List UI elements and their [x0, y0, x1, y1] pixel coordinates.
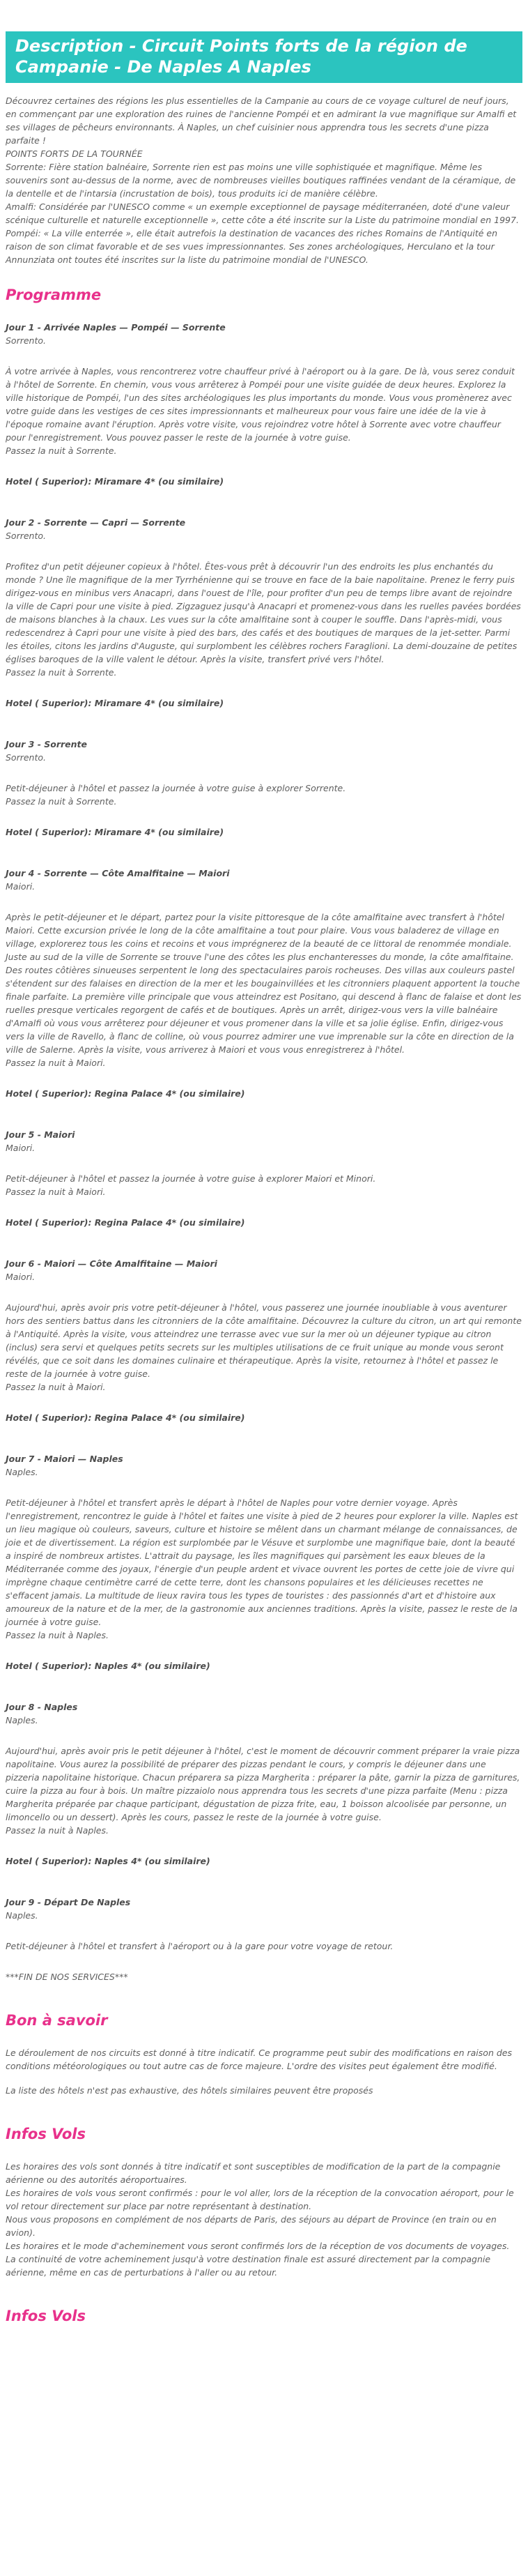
day-title: Jour 6 - Maiori — Côte Amalfitaine — Maiori — [6, 1258, 217, 1269]
day-9 — [6, 1896, 522, 1953]
day-night: Passez la nuit à Maiori. — [6, 1058, 106, 1068]
intro — [6, 94, 522, 266]
day-description: Profitez d'un petit déjeuner copieux à l'hôtel. Êtes-vous prêt à découvrir l'un des endroits les plus enchantés du monde ? Une île magnifique de la mer Tyrrhénienne qui se trouve en face de la baie napolitaine. Prenez le ferry puis dirigez-vous en minibus vers Anacapri, dans l'ouest de l'île, pour profiter d'un peu de temps libre avant de rejoindre la ville de Capri pour une visite à pied. Zigzaguez jusqu'à Anacapri et promenez-vous dans les ruelles pavées bordées de maisons blanches à la chaux. Les vues sur la côte amalfitaine sont à couper le souffle. Dans l'après-midi, vous redescendrez à Capri pour une visite à pied des bars, des cafés et des boutiques de marques de la jet-setter. Parmi les étoiles, citons les jardins d'Auguste, qui surplombent les célèbres rochers Faraglioni. La demi-douzaine de petites églises baroques de la ville valent le détour. Après la visite, transfert privé vers l'hôtel. — [6, 561, 521, 664]
day-description: Petit-déjeuner à l'hôtel et passez la journée à votre guise à explorer Maiori et Minori. — [6, 1173, 376, 1184]
infos-vols-line: Les horaires et le mode d'acheminement vous seront confirmés lors de la réception de vos documents de voyages. — [6, 2241, 510, 2251]
day-hotel: Hotel ( Superior): Miramare 4* (ou similaire) — [6, 476, 224, 487]
day-5 — [6, 1128, 522, 1229]
day-title: Jour 1 - Arrivée Naples — Pompéi — Sorrente — [6, 322, 226, 333]
intro-paragraph: POINTS FORTS DE LA TOURNÉE — [6, 148, 143, 159]
day-title: Jour 4 - Sorrente — Côte Amalfitaine — Maiori — [6, 868, 230, 878]
day-city: Sorrento. — [6, 752, 46, 763]
day-city: Naples. — [6, 1467, 38, 1477]
day-city: Maiori. — [6, 1143, 36, 1153]
day-hotel: Hotel ( Superior): Naples 4* (ou similaire) — [6, 1661, 210, 1671]
day-description: Petit-déjeuner à l'hôtel et transfert à l'aéroport ou à la gare pour votre voyage de retour. — [6, 1941, 394, 1951]
day-description: Petit-déjeuner à l'hôtel et passez la journée à votre guise à explorer Sorrente. — [6, 783, 346, 793]
day-title: Jour 2 - Sorrente — Capri — Sorrente — [6, 517, 186, 528]
day-hotel: Hotel ( Superior): Regina Palace 4* (ou similaire) — [6, 1217, 245, 1228]
day-title: Jour 9 - Départ De Naples — [6, 1897, 131, 1907]
day-description: À votre arrivée à Naples, vous rencontrerez votre chauffeur privé à l'aéroport ou à la gare. De là, vous serez conduit à l'hôtel de Sorrente. En chemin, vous vous arrêterez à Pompéi pour une visite guidée de deux heures. Explorez la ville historique de Pompéi, l'un des sites archéologiques les plus importants du monde. Vous vous promènerez avec votre guide dans les vestiges de ces sites impressionnants et malheureux pour vous faire une idée de la vie à l'époque romaine avant l'éruption. Après votre visite, vous rejoindrez votre hôtel à Sorrente avec votre chauffeur pour l'enregistrement. Vous pouvez passer le reste de la journée à votre guise. — [6, 366, 515, 443]
day-hotel: Hotel ( Superior): Miramare 4* (ou similaire) — [6, 698, 224, 708]
day-night: Passez la nuit à Sorrente. — [6, 445, 117, 456]
programme-heading: Programme — [6, 287, 102, 303]
bon-a-savoir-content — [6, 2046, 522, 2097]
day-city: Naples. — [6, 1715, 38, 1725]
day-hotel: Hotel ( Superior): Regina Palace 4* (ou similaire) — [6, 1412, 245, 1423]
day-6 — [6, 1257, 522, 1424]
day-night: Passez la nuit à Naples. — [6, 1630, 109, 1640]
intro-paragraph: Découvrez certaines des régions les plus essentielles de la Campanie au cours de ce voyage culturel de neuf jours, en commençant par une exploration des ruines de l'ancienne Pompéi et en admirant la vue magnifique sur Amalfi et ses villages de pêcheurs environnants. À Naples, un chef cuisinier nous apprendra tous les secrets d'une pizza parfaite ! — [6, 96, 517, 146]
intro-paragraph: Sorrente: Fière station balnéaire, Sorrente rien est pas moins une ville sophistiquée et magnifique. Même les souvenirs sont au-dessus de la norme, avec de nombreuses vieilles boutiques raffinées vendant de la céramique, de la dentelle et de l'intarsia (incrustation de bois), tous produits ici de manière célèbre. — [6, 162, 516, 199]
bon-a-savoir-heading: Bon à savoir — [6, 2012, 108, 2029]
day-description: Aujourd'hui, après avoir pris le petit déjeuner à l'hôtel, c'est le moment de découvrir comment préparer la vraie pizza napolitaine. Vous aurez la possibilité de préparer des pizzas pendant le cours, y compris le déjeuner dans une pizzeria napolitaine historique. Chacun préparera sa pizza Margherita : préparer la pâte, garnir la pizza de garnitures, cuire la pizza au four à bois. Un maître pizzaiolo nous apprendra tous les secrets d'une pizza parfaite (Menu : pizza Margherita préparée par chaque participant, dégustation de pizza frite, eau, 1 boisson alcoolisée par personne, un limoncello ou un dessert). Après les cours, passez le reste de la journée à votre guise. — [6, 1746, 520, 1822]
infos-vols-heading: Infos Vols — [6, 2126, 86, 2142]
day-title: Jour 7 - Maiori — Naples — [6, 1454, 123, 1464]
day-8 — [6, 1700, 522, 1868]
day-description: Petit-déjeuner à l'hôtel et transfert après le départ à l'hôtel de Naples pour votre dernier voyage. Après l'enregistrement, rencontrez le guide à l'hôtel et faites une visite à pied de 2 heures pour explorer la ville. Naples est un lieu magique où couleurs, saveurs, culture et histoire se mêlent dans un charmant mélange de connaissances, de joie et de divertissement. La région est surplombée par le Vésuve et surplombe une magnifique baie, dont la beauté a inspiré de nombreux artistes. L'attrait du paysage, les îles magnifiques qui parsèment les eaux bleues de la Méditerranée comme des joyaux, l'énergie d'un peuple ardent et vivace ouvrent les portes de cette joie de vivre qui imprègne chaque centimètre carré de cette terre, dont les chansons populaires et les délicieuses recettes ne s'effacent jamais. La multitude de lieux ravira tous les types de touristes : des passionnés d'art et d'histoire aux amoureux de la nature et de la mer, de la gastronomie aux anciennes traditions. Après la visite, passez le reste de la journée à votre guise. — [6, 1497, 518, 1627]
day-7 — [6, 1452, 522, 1672]
bon-a-savoir-paragraph: Le déroulement de nos circuits est donné à titre indicatif. Ce programme peut subir des modifications en raison des conditions météorologiques ou tout autre cas de force majeure. L'ordre des visites peut également être modifié. — [6, 2048, 512, 2071]
day-4 — [6, 867, 522, 1100]
intro-paragraph: Pompéi: « La ville enterrée », elle était autrefois la destination de vacances des riches Romains de l'Antiquité en raison de son climat favorable et de ses vues impressionnantes. Ses zones archéologiques, Herculano et la tour Annunziata ont toutes été inscrites sur la liste du patrimoine mondial de l'UNESCO. — [6, 228, 498, 265]
day-1 — [6, 321, 522, 488]
day-2 — [6, 516, 522, 710]
page-title: Description - Circuit Points forts de la région de Campanie - De Naples A Naples — [6, 31, 522, 83]
bon-a-savoir-paragraph: La liste des hôtels n'est pas exhaustive, des hôtels similaires peuvent être proposés — [6, 2085, 373, 2096]
day-description: Après le petit-déjeuner et le départ, partez pour la visite pittoresque de la côte amalfitaine avec transfert à l'hôtel Maiori. Cette excursion privée le long de la côte amalfitaine a tout pour plaire. Vous vous baladerez de village en village, explorerez tous les coins et recoins et vous imprégnerez de la beauté de ce littoral de renommée mondiale. Juste au sud de la ville de Sorrente se trouve l'une des côtes les plus enchanteresses du monde, la côte amalfitaine. Des routes côtières sinueuses serpentent le long des spectaculaires parois rocheuses. Des villas aux couleurs pastel s'étendent sur des falaises en direction de la mer et les bougainvillées et les citronniers plaquent apportent la touche finale parfaite. La première ville principale que vous atteindrez est Positano, qui descend à flanc de falaise et dont les ruelles presque verticales regorgent de cafés et de boutiques. Après un arrêt, dirigez-vous vers la ville balnéaire d'Amalfi où vous vous arrêterez pour déjeuner et vous promener dans la ville et sa jolie église. Enfin, dirigez-vous vers la ville de Ravello, à flanc de colline, où vous pourrez admirer une vue imprenable sur la côte en direction de la ville de Salerne. Après la visite, vous arriverez à Maiori et vous vous enregistrerez à l'hôtel. — [6, 912, 522, 1055]
infos-vols-content — [6, 2160, 522, 2279]
infos-vols-line: Les horaires des vols sont donnés à titre indicatif et sont susceptibles de modification de la part de la compagnie aérienne ou des autorités aéroportuaires. — [6, 2161, 501, 2185]
day-city: Sorrento. — [6, 531, 46, 541]
day-city: Sorrento. — [6, 335, 46, 346]
day-night: Passez la nuit à Sorrente. — [6, 667, 117, 678]
day-city: Maiori. — [6, 1272, 36, 1282]
day-3 — [6, 738, 522, 839]
day-title: Jour 5 - Maiori — [6, 1129, 75, 1140]
intro-paragraph: Amalfi: Considérée par l'UNESCO comme « un exemple exceptionnel de paysage méditerranéen, doté d'une valeur scénique culturelle et naturelle exceptionnelle », cette côte a été inscrite sur la Liste du patrimoine mondial en 1997. — [6, 201, 519, 225]
day-hotel: Hotel ( Superior): Naples 4* (ou similaire) — [6, 1856, 210, 1866]
day-hotel: Hotel ( Superior): Regina Palace 4* (ou similaire) — [6, 1088, 245, 1099]
infos-vols-line: Nous vous proposons en complément de nos départs de Paris, des séjours au départ de Province (en train ou en avion). — [6, 2214, 497, 2238]
infos-vols-heading-2: Infos Vols — [6, 2308, 86, 2324]
day-night: Passez la nuit à Sorrente. — [6, 796, 117, 807]
infos-vols-line: La continuité de votre acheminement jusqu'à votre destination finale est assuré directement par la compagnie aérienne, même en cas de perturbations à l'aller ou au retour. — [6, 2254, 491, 2278]
day-title: Jour 8 - Naples — [6, 1702, 78, 1712]
day-night: Passez la nuit à Maiori. — [6, 1187, 106, 1197]
day-title: Jour 3 - Sorrente — [6, 739, 87, 749]
day-night: Passez la nuit à Maiori. — [6, 1382, 106, 1392]
infos-vols-line: Les horaires de vols vous seront confirmés : pour le vol aller, lors de la réception de la convocation aéroport, pour le vol retour directement sur place par notre représentant à destination. — [6, 2188, 514, 2211]
day-hotel: Hotel ( Superior): Miramare 4* (ou similaire) — [6, 827, 224, 837]
day-city: Maiori. — [6, 881, 36, 892]
end-of-services: ***FIN DE NOS SERVICES*** — [6, 1972, 128, 1982]
day-city: Naples. — [6, 1910, 38, 1921]
day-description: Aujourd'hui, après avoir pris votre petit-déjeuner à l'hôtel, vous passerez une journée inoubliable à vous aventurer hors des sentiers battus dans les citronniers de la côte amalfitaine. Découvrez la culture du citron, un art qui remonte à l'Antiquité. Après la visite, vous atteindrez une terrasse avec vue sur la mer où un déjeuner typique au citron (inclus) sera servi et quelques petits secrets sur les multiples utilisations de ce fruit unique au monde vous seront révélés, que ce soit dans les domaines culinaire et thérapeutique. Après la visite, retournez à l'hôtel et passez le reste de la journée à votre guise. — [6, 1302, 522, 1379]
day-night: Passez la nuit à Naples. — [6, 1825, 109, 1836]
